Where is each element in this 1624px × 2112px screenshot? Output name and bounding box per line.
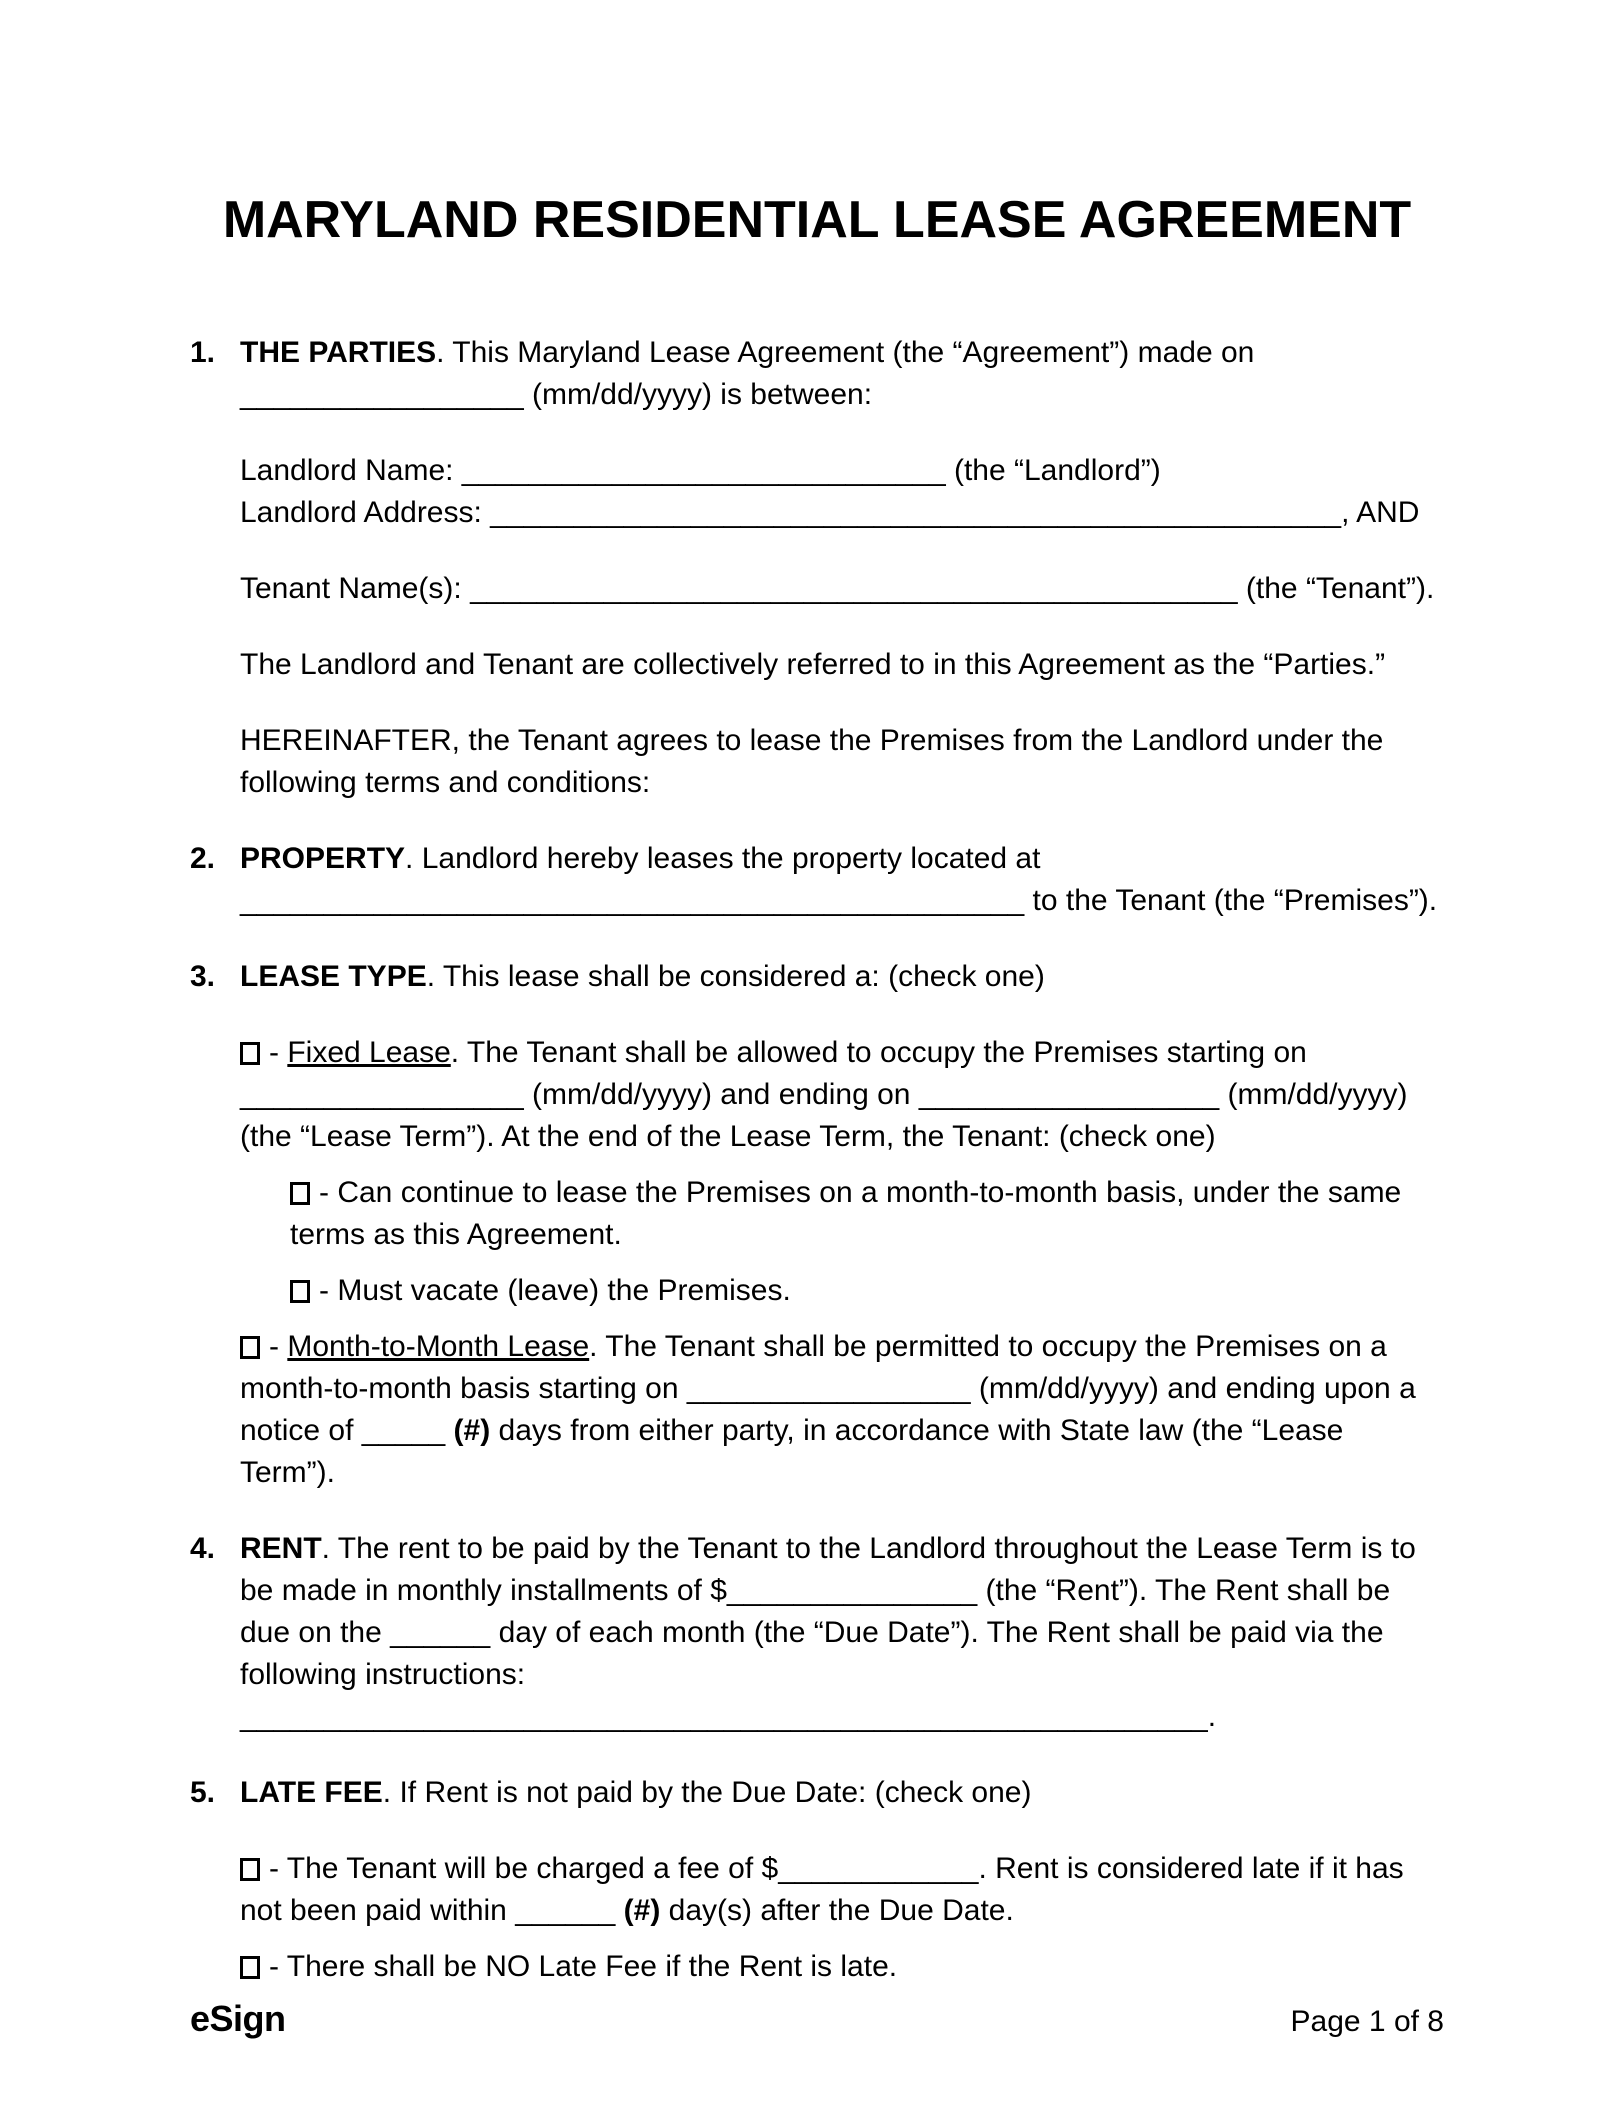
month-to-month-lease-checkbox[interactable] [240,1336,260,1359]
must-vacate-checkbox[interactable] [290,1280,310,1303]
text-run: - [269,1036,288,1069]
document-title: MARYLAND RESIDENTIAL LEASE AGREEMENT [222,191,1412,249]
text-run: . The Tenant shall be allowed to occupy the Premises starting on _________________ (mm/dd/yyyy) and ending on __________________ (mm/dd/yyyy) (the “Lease Term”). At the end of the Lease Term, the Tenant: (check one) [240,1036,1408,1153]
hereinafter-text [240,724,1383,799]
month-to-month-lease-text [240,1330,1416,1489]
text-run: . The Tenant shall be permitted to occupy the Premises on a month-to-month basis starting on _________________ (mm/dd/yyyy) and ending upon a notice of _____ [240,1330,1416,1447]
late-fee-charged-option [240,1848,1444,1932]
continue-month-to-month-checkbox[interactable] [290,1182,310,1205]
must-vacate-option [290,1270,1444,1312]
landlord-info-lines [240,450,1444,534]
text-run: . The rent to be paid by the Tenant to the Landlord throughout the Lease Term is to be made in monthly installments of $_______________ (the “Rent”). The Rent shall be due on the ______ day of each month (the “Due Date”). The Rent shall be paid via the following instructions: __________________________________________________________. [240,1532,1416,1733]
text-run: PROPERTY [240,842,406,875]
text-run: - Must vacate (leave) the Premises. [319,1274,791,1307]
section-5-number: 5. [190,1776,216,1809]
esign-logo: eSign [190,1998,286,2039]
section-4-text [240,1532,1416,1733]
text-run: - Can continue to lease the Premises on a month-to-month basis, under the same terms as this Agreement. [290,1176,1402,1251]
section-4-number: 4. [190,1532,216,1565]
tenant-info-line [240,568,1444,610]
text-run: Landlord Address: ___________________________________________________, AND [240,496,1420,529]
hereinafter-paragraph [240,720,1444,804]
text-run: days from either party, in accordance with State law (the “Lease Term”). [240,1414,1344,1489]
section-3-text [240,960,1045,993]
fixed-lease-option-text [240,1036,1407,1153]
text-run: (#) [623,1894,661,1927]
text-run: day(s) after the Due Date. [660,1894,1014,1927]
tenant-info-text [240,572,1434,605]
text-run: - The Tenant will be charged a fee of $____________. Rent is considered late if it has not been paid within ______ [240,1852,1404,1927]
text-run: Tenant Name(s): ______________________________________________ (the “Tenant”). [240,572,1435,605]
section-1-the-parties [190,332,1444,416]
text-run: . This Maryland Lease Agreement (the “Agreement”) made on _________________ (mm/dd/yyyy) is between: [240,336,1255,411]
parties-collective-paragraph [240,644,1444,686]
section-2-number: 2. [190,842,216,875]
text-run: RENT [240,1532,322,1565]
text-run: (#) [453,1414,491,1447]
section-3-lease-type [190,956,1444,998]
page-footer [190,1998,1444,2040]
must-vacate-text [290,1274,791,1307]
text-run: Fixed Lease [287,1036,451,1069]
section-1-number: 1. [190,336,216,369]
landlord-info-text [240,454,1419,529]
section-2-text [240,842,1437,917]
section-4-rent [190,1528,1444,1738]
section-1-text [240,336,1254,411]
section-3-number: 3. [190,960,216,993]
late-fee-charged-text [240,1852,1404,1927]
text-run: - There shall be NO Late Fee if the Rent is late. [269,1950,898,1983]
page-number: Page 1 of 8 [1290,2005,1444,2038]
text-run: . If Rent is not paid by the Due Date: (check one) [382,1776,1032,1809]
text-run: . This lease shall be considered a: (check one) [426,960,1045,993]
text-run: . Landlord hereby leases the property located at _______________________________________________ to the Tenant (the “Premises”). [240,842,1438,917]
late-fee-charged-checkbox[interactable] [240,1858,260,1881]
continue-month-to-month-text [290,1176,1401,1251]
no-late-fee-option [240,1946,1444,1988]
text-run: The Landlord and Tenant are collectively referred to in this Agreement as the “Parties.” [240,648,1386,681]
month-to-month-lease-option [240,1326,1444,1494]
no-late-fee-checkbox[interactable] [240,1956,260,1979]
text-run: HEREINAFTER, the Tenant agrees to lease the Premises from the Landlord under the following terms and conditions: [240,724,1384,799]
section-2-property [190,838,1444,922]
fixed-lease-checkbox[interactable] [240,1042,260,1065]
no-late-fee-text [240,1950,897,1983]
text-run: LATE FEE [240,1776,383,1809]
text-run: Landlord Name: _____________________________ (the “Landlord”) [240,454,1161,487]
continue-month-to-month-option [290,1172,1444,1256]
fixed-lease-option [240,1032,1444,1158]
text-run: LEASE TYPE [240,960,427,993]
text-run: Month-to-Month Lease [287,1330,590,1363]
parties-collective-text [240,648,1385,681]
text-run: THE PARTIES [240,336,437,369]
text-run: - [269,1330,288,1363]
section-5-late-fee [190,1772,1444,1814]
section-5-text [240,1776,1031,1809]
